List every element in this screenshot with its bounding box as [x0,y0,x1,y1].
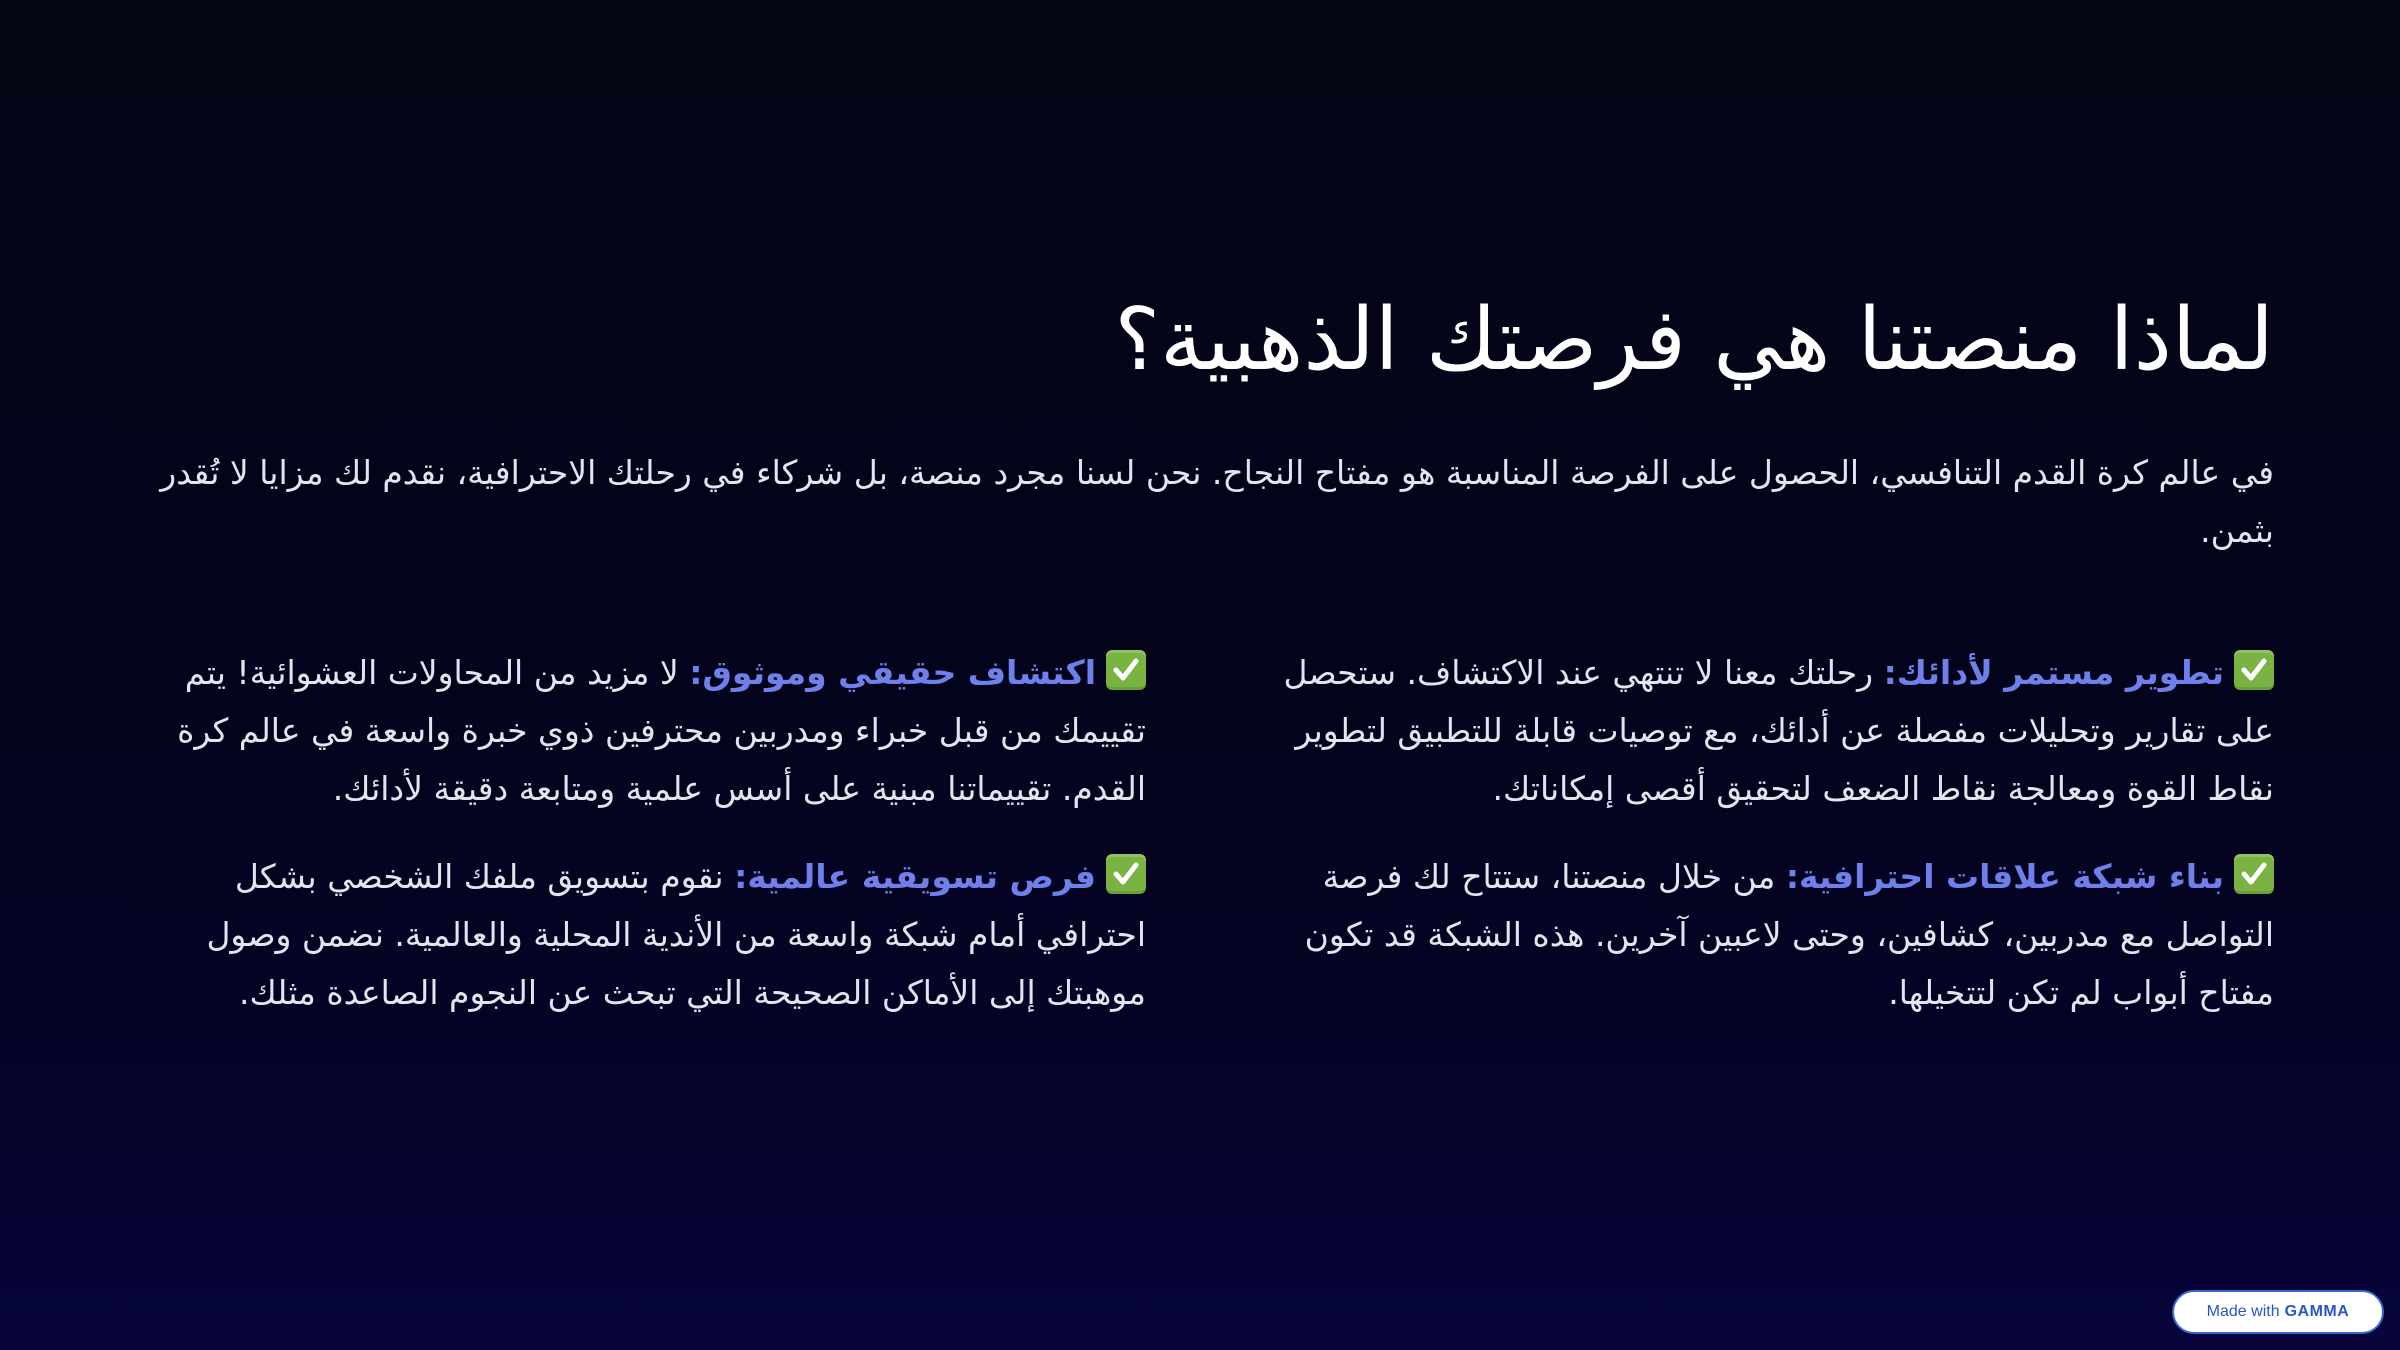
feature-heading: فرص تسويقية عالمية: [734,857,1096,896]
feature-heading: اكتشاف حقيقي وموثوق: [689,653,1096,692]
feature-body: من خلال منصتنا، ستتاح لك فرصة التواصل مع مدربين، كشافين، وحتى لاعبين آخرين. هذه الشبكة قد تكون مفتاح أبواب لم تكن لتتخيلها. [1304,857,2274,1012]
feature-body: نقوم بتسويق ملفك الشخصي بشكل احترافي أمام شبكة واسعة من الأندية المحلية والعالمية. نضمن وصول موهبتك إلى الأماكن الصحيحة التي تبحث عن النجوم الصاعدة مثلك. [206,857,1146,1012]
feature-body: لا مزيد من المحاولات العشوائية! يتم تقييمك من قبل خبراء ومدربين محترفين ذوي خبرة واسعة في عالم كرة القدم. تقييماتنا مبنية على أسس علمية ومتابعة دقيقة لأدائك. [177,653,1146,808]
intro-paragraph: في عالم كرة القدم التنافسي، الحصول على الفرصة المناسبة هو مفتاح النجاح. نحن لسنا مجرد منصة، بل شركاء في رحلتك الاحترافية، نقدم لك مزايا لا تُقدر بثمن. [160,453,2274,550]
feature-card-performance [1254,644,2274,818]
check-mark-icon [1106,854,1146,894]
check-mark-icon [2234,650,2274,690]
badge-prefix: Made with [2206,1303,2280,1320]
page-title: لماذا منصتنا هي فرصتك الذهبية؟ [1114,290,2274,390]
check-mark-icon [2234,854,2274,894]
feature-heading: بناء شبكة علاقات احترافية: [1785,857,2224,896]
feature-body: رحلتك معنا لا تنتهي عند الاكتشاف. ستحصل على تقارير وتحليلات مفصلة عن أدائك، مع توصيات قابلة للتطبيق لتطوير نقاط القوة ومعالجة نقاط الضعف لتحقيق أقصى إمكاناتك. [1283,653,2274,808]
feature-card-discovery [126,644,1146,818]
check-mark-icon [1106,650,1146,690]
gamma-logo: GAMMA [2284,1303,2350,1320]
feature-heading: تطوير مستمر لأدائك: [1883,653,2224,692]
slide-content [126,280,2274,1022]
features-grid [126,644,2274,1022]
feature-card-network [1254,848,2274,1022]
made-with-gamma-badge[interactable] [2172,1290,2384,1334]
feature-card-marketing [126,848,1146,1022]
